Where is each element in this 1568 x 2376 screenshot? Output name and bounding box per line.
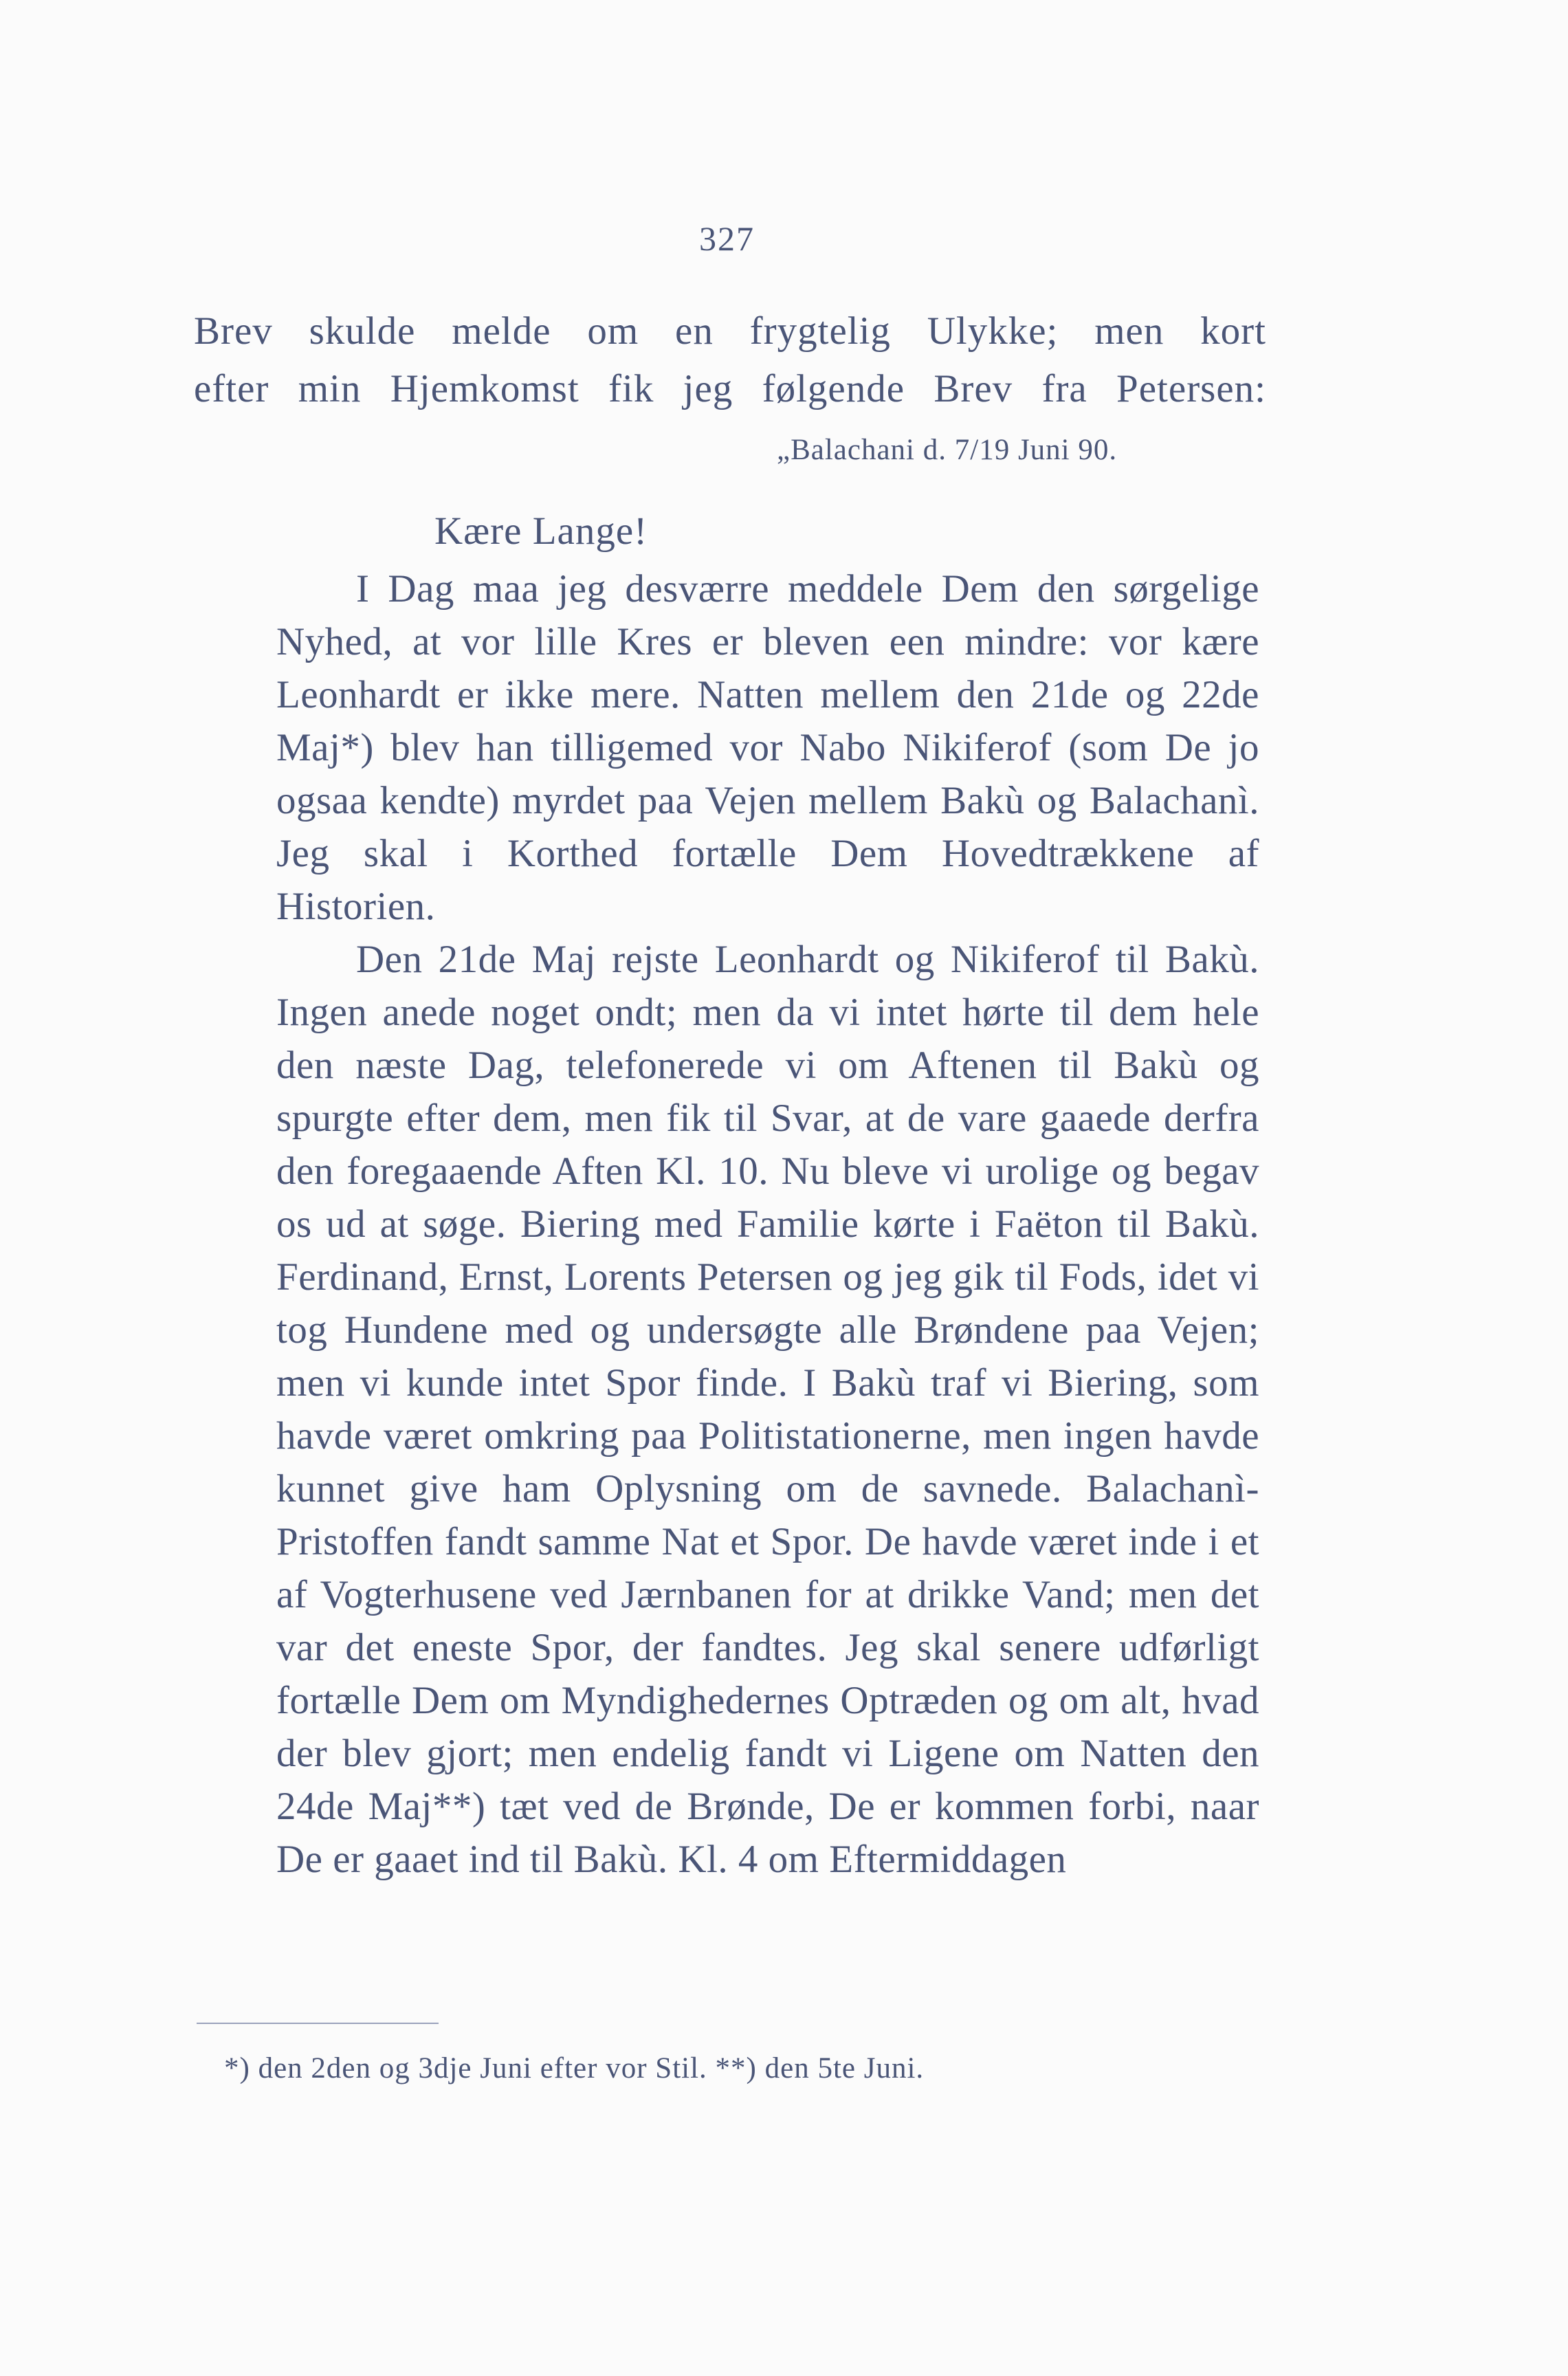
- letter-body: [276, 562, 1259, 1886]
- page-number: 327: [699, 219, 755, 258]
- footnote-divider: [197, 2023, 439, 2024]
- intro-line: Brev skulde melde om en frygtelig Ulykke; men kort: [194, 309, 1266, 353]
- letter-salutation: Kære Lange!: [434, 509, 648, 553]
- letter-paragraph: Den 21de Maj rejste Leonhardt og Nikiferof til Bakù. Ingen anede noget ondt; men da vi intet hørte til dem hele den næste Dag, telefonerede vi om Aftenen til Bakù og spurgte efter dem, men fik til Svar, at de vare gaaede derfra den foregaaende Aften Kl. 10. Nu bleve vi urolige og begav os ud at søge. Biering med Familie kørte i Faëton til Bakù. Ferdinand, Ernst, Lorents Petersen og jeg gik til Fods, idet vi tog Hundene med og undersøgte alle Brøndene paa Vejen; men vi kunde intet Spor finde. I Bakù traf vi Biering, som havde været omkring paa Politistationerne, men ingen havde kunnet give ham Oplysning om de savnede. Balachanì-Pristoffen fandt samme Nat et Spor. De havde været inde i et af Vogterhusene ved Jærnbanen for at drikke Vand; men det var det eneste Spor, der fandtes. Jeg skal senere udførligt fortælle Dem om Myndighedernes Optræden og om alt, hvad der blev gjort; men endelig fandt vi Ligene om Natten den 24de Maj**) tæt ved de Brønde, De er kommen forbi, naar De er gaaet ind til Bakù. Kl. 4 om Eftermiddagen: [276, 938, 1259, 1881]
- intro-text: [194, 302, 1266, 418]
- footnote: *) den 2den og 3dje Juni efter vor Stil. **) den 5te Juni.: [224, 2052, 925, 2084]
- letter-dateline: „Balachani d. 7/19 Juni 90.: [777, 434, 1118, 466]
- intro-line: efter min Hjemkomst fik jeg følgende Brev fra Petersen:: [194, 367, 1266, 410]
- letter-paragraph: I Dag maa jeg desværre meddele Dem den sørgelige Nyhed, at vor lille Kres er bleven een mindre: vor kære Leonhardt er ikke mere. Natten mellem den 21de og 22de Maj*) blev han tilligemed vor Nabo Nikiferof (som De jo ogsaa kendte) myrdet paa Vejen mellem Bakù og Balachanì. Jeg skal i Korthed fortælle Dem Hovedtrækkene af Historien.: [276, 567, 1259, 928]
